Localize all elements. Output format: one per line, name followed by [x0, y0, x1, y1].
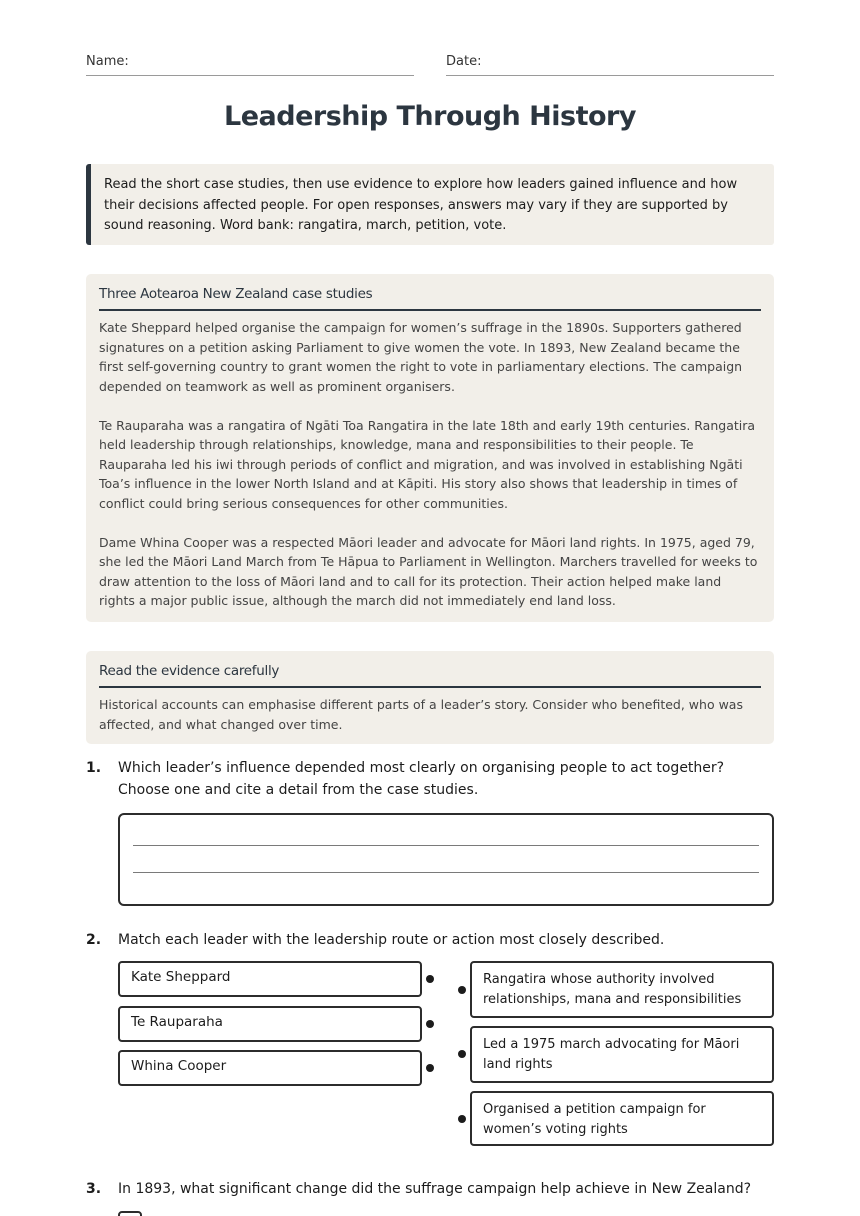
page-title: Leadership Through History: [224, 101, 636, 132]
date-label: Date:: [446, 54, 482, 69]
question-text: Match each leader with the leadership route or action most closely described.: [118, 932, 665, 948]
match-left-dot[interactable]: [426, 1064, 434, 1072]
match-right-land-march[interactable]: Led a 1975 march advocating for Māori land rights: [470, 1026, 774, 1083]
case-study-kate-sheppard: Kate Sheppard helped organise the campaign for women’s suffrage in the 1890s. Supporters gathered signatures on a petition asking Parliament to give women the vote. In 1893, New Zealand became the first self-governing country to grant women the right to vote in parliamentary elections. The campaign depended on teamwork as well as prominent organisers.: [99, 320, 743, 394]
match-left-dot[interactable]: [426, 975, 434, 983]
match-right-rangatira[interactable]: Rangatira whose authority involved relationships, mana and responsibilities: [470, 961, 774, 1018]
answer-box-q1[interactable]: [118, 813, 774, 906]
date-field[interactable]: [446, 54, 774, 76]
match-right-dot[interactable]: [458, 986, 466, 994]
name-label: Name:: [86, 54, 129, 69]
question-text: In 1893, what significant change did the suffrage campaign help achieve in New Zealand?: [118, 1181, 752, 1197]
answer-line: [133, 845, 759, 846]
case-study-whina-cooper: Dame Whina Cooper was a respected Māori leader and advocate for Māori land rights. In 1975, aged 79, she led the Māori Land March from Te Hāpua to Parliament in Wellington. Marchers travelled for weeks to draw attention to the loss of Māori land and to call for its protection. Their action helped make land rights a major public issue, although the march did not immediately end land loss.: [99, 534, 758, 608]
case-studies-heading: Three Aotearoa New Zealand case studies: [99, 286, 761, 311]
match-left-whina-cooper[interactable]: Whina Cooper: [118, 1050, 422, 1086]
match-left-kate-sheppard[interactable]: Kate Sheppard: [118, 961, 422, 997]
match-right-petition[interactable]: Organised a petition campaign for women’s voting rights: [470, 1091, 774, 1146]
case-study-te-rauparaha: Te Rauparaha was a rangatira of Ngāti Toa Rangatira in the late 18th and early 19th centuries. Rangatira held leadership through relationships, knowledge, mana and responsibilities to their people. Te Rauparaha led his iwi through periods of conflict and migration, and was involved in establishing Ngāti Toa’s influence in the lower North Island and at Kāpiti. His story also shows that leadership in times of conflict could bring serious consequences for other communities.: [99, 417, 756, 511]
match-right-dot[interactable]: [458, 1115, 466, 1123]
question-number: 2.: [86, 932, 102, 948]
instructions-box: Read the short case studies, then use evidence to explore how leaders gained influence and how their decisions affected people. For open responses, answers may vary if they are supported by sound reasoning. Word bank: rangatira, march, petition, vote.: [86, 164, 774, 245]
question-3: [86, 1179, 774, 1201]
name-field[interactable]: [86, 54, 414, 76]
match-right-dot[interactable]: [458, 1050, 466, 1058]
question-1: [86, 758, 774, 801]
question-2: [86, 930, 774, 952]
match-left-te-rauparaha[interactable]: Te Rauparaha: [118, 1006, 422, 1042]
answer-option-checkbox[interactable]: [118, 1211, 142, 1216]
answer-line: [133, 872, 759, 873]
evidence-heading: Read the evidence carefully: [99, 663, 761, 688]
question-text: Which leader’s influence depended most clearly on organising people to act together? Choose one and cite a detail from the case studies.: [118, 760, 725, 798]
evidence-panel: [86, 651, 774, 744]
evidence-text: Historical accounts can emphasise different parts of a leader’s story. Consider who benefited, who was affected, and what changed over time.: [99, 697, 743, 732]
match-left-dot[interactable]: [426, 1020, 434, 1028]
case-studies-panel: [86, 274, 774, 622]
question-number: 3.: [86, 1181, 102, 1197]
question-number: 1.: [86, 760, 102, 776]
